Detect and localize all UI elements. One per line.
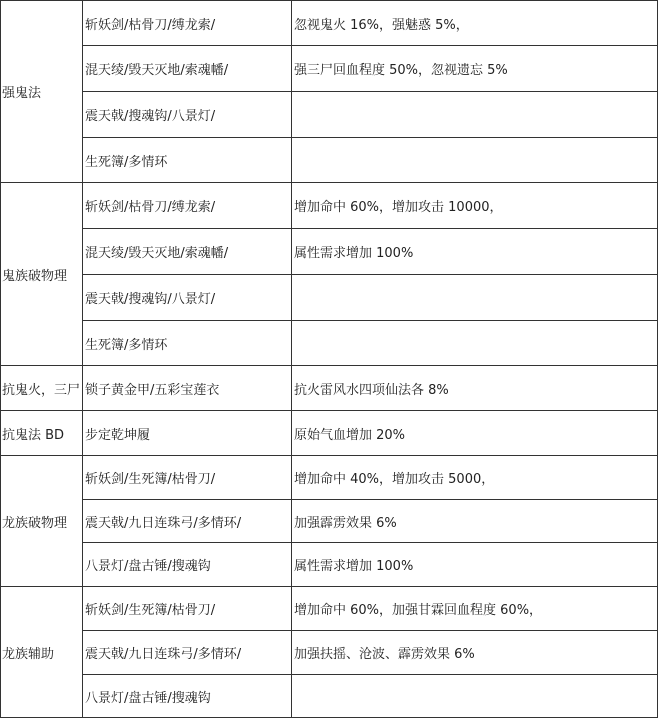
group-name-cell: 鬼族破物理: [1, 183, 83, 366]
table-row: [1, 631, 658, 675]
table-row: [1, 456, 658, 500]
table-row: [1, 366, 658, 411]
effect-cell: 属性需求增加 100%: [292, 543, 658, 587]
effect-cell: [292, 92, 658, 138]
effect-cell: 增加命中 60%，增加攻击 10000，: [292, 183, 658, 229]
effect-cell: 加强霹雳效果 6%: [292, 500, 658, 543]
table-row: [1, 138, 658, 183]
table-row: [1, 275, 658, 321]
effect-cell: 忽视鬼火 16%，强魅惑 5%，: [292, 1, 658, 46]
effect-cell: 强三尸回血程度 50%，忽视遗忘 5%: [292, 46, 658, 92]
effect-cell: [292, 138, 658, 183]
table-row: [1, 543, 658, 587]
effect-cell: 加强扶摇、沧波、霹雳效果 6%: [292, 631, 658, 675]
table-row: [1, 675, 658, 718]
effect-cell: 抗火雷风水四项仙法各 8%: [292, 366, 658, 411]
items-cell: 八景灯/盘古锤/搜魂钩: [83, 543, 292, 587]
items-cell: 锁子黄金甲/五彩宝莲衣: [83, 366, 292, 411]
items-cell: 震天戟/九日连珠弓/多情环/: [83, 500, 292, 543]
items-cell: 震天戟/搜魂钩/八景灯/: [83, 92, 292, 138]
items-cell: 斩妖剑/生死簿/枯骨刀/: [83, 587, 292, 631]
group-name-cell: 抗鬼火，三尸: [1, 366, 83, 411]
group-name-cell: 抗鬼法 BD: [1, 411, 83, 456]
group-name-cell: 强鬼法: [1, 1, 83, 183]
items-cell: 斩妖剑/枯骨刀/缚龙索/: [83, 183, 292, 229]
effect-cell: [292, 275, 658, 321]
items-cell: 混天绫/毁天灭地/索魂幡/: [83, 46, 292, 92]
items-cell: 震天戟/九日连珠弓/多情环/: [83, 631, 292, 675]
table-row: [1, 411, 658, 456]
effect-cell: 原始气血增加 20%: [292, 411, 658, 456]
table-row: [1, 229, 658, 275]
table-row: [1, 1, 658, 46]
effect-cell: 增加命中 40%，增加攻击 5000，: [292, 456, 658, 500]
items-cell: 生死簿/多情环: [83, 321, 292, 366]
table-row: [1, 321, 658, 366]
items-cell: 斩妖剑/生死簿/枯骨刀/: [83, 456, 292, 500]
items-cell: 八景灯/盘古锤/搜魂钩: [83, 675, 292, 718]
table-row: [1, 587, 658, 631]
group-name-cell: 龙族辅助: [1, 587, 83, 718]
table-row: [1, 92, 658, 138]
effect-cell: 增加命中 60%，加强甘霖回血程度 60%，: [292, 587, 658, 631]
items-cell: 斩妖剑/枯骨刀/缚龙索/: [83, 1, 292, 46]
items-cell: 生死簿/多情环: [83, 138, 292, 183]
items-cell: 步定乾坤履: [83, 411, 292, 456]
table-row: [1, 183, 658, 229]
group-name-cell: 龙族破物理: [1, 456, 83, 587]
effect-cell: 属性需求增加 100%: [292, 229, 658, 275]
items-cell: 震天戟/搜魂钩/八景灯/: [83, 275, 292, 321]
effect-cell: [292, 675, 658, 718]
items-cell: 混天绫/毁天灭地/索魂幡/: [83, 229, 292, 275]
table-row: [1, 46, 658, 92]
effect-cell: [292, 321, 658, 366]
table-row: [1, 500, 658, 543]
